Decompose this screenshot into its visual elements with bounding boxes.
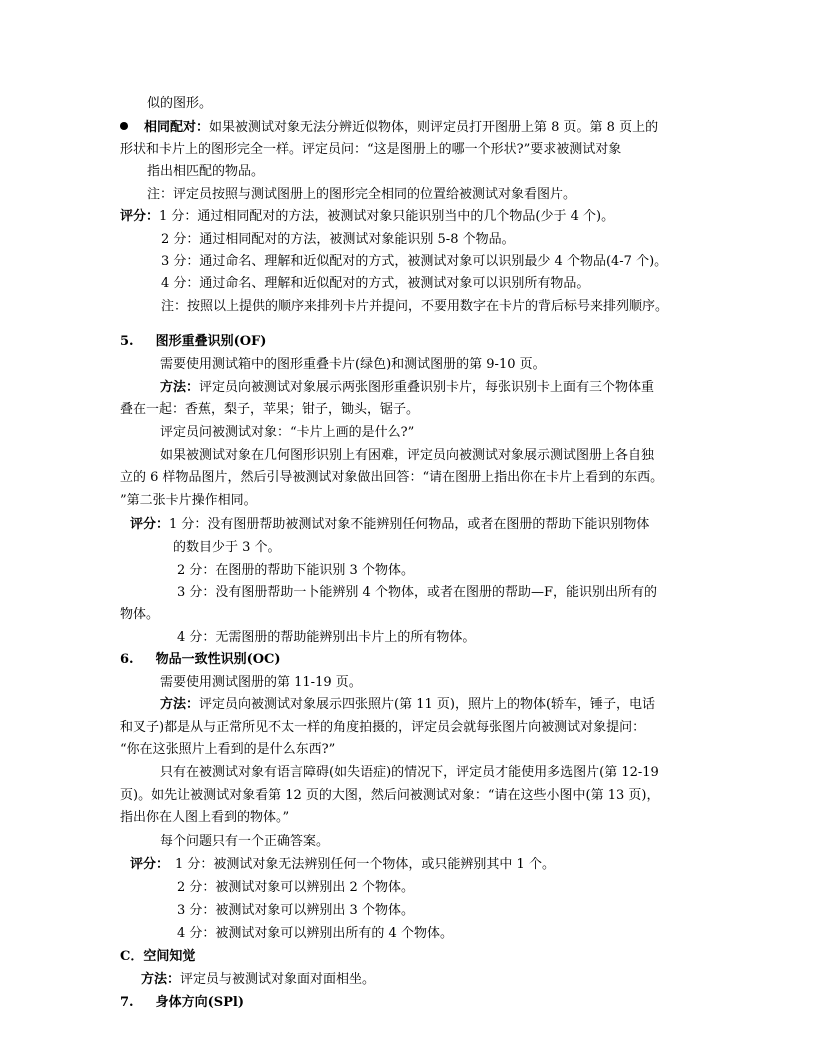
note: 注：评定员按照与测试图册上的图形完全相同的位置给被测试对象看图片。 [147, 187, 577, 202]
text-line: 评分：1 分：通过相同配对的方法，被测试对象只能识别当中的几个物品(少于 4 个)。 [120, 209, 615, 224]
section-heading: 7. 身体方向(SPl) [120, 995, 244, 1010]
text-line: 3 分：没有图册帮助一卜能辨别 4 个物体，或者在图册的帮助—F，能识别出所有的 [177, 585, 657, 600]
text-line: 物体。 [120, 607, 160, 622]
text-line: 叠在一起：香蕉，梨子，苹果；钳子，锄头，锯子。 [120, 402, 420, 417]
score-label: 评分： [130, 857, 170, 872]
text-line: 评分： 1 分：被测试对象无法辨别任何一个物体，或只能辨别其中 1 个。 [130, 857, 555, 872]
text-line: “你在这张照片上看到的是什么东西?” [120, 742, 336, 757]
text-line: 指出你在人图上看到的物体。” [120, 810, 290, 825]
text-line: 相同配对：如果被测试对象无法分辨近似物体，则评定员打开图册上第 8 页。第 8 页上的 [120, 120, 658, 136]
text-line: 页)。如先让被测试对象看第 12 页的大图，然后问被测试对象：“请在这些小图中(第 13 页)， [120, 788, 660, 803]
text-line: 4 分：通过命名、理解和近似配对的方式，被测试对象可以识别所有物品。 [161, 276, 590, 291]
section-heading: 5. 图形重叠识别(OF) [120, 334, 267, 349]
text-line: 方法：评定员向被测试对象展示四张照片(第 11 页)，照片上的物体(轿车，锤子，电话 [160, 697, 656, 712]
text-line: 立的 6 样物品图片，然后引导被测试对象做出回答：“请在图册上指出你在卡片上看到的东西。 [120, 470, 664, 485]
text-line: 3 分：被测试对象可以辨别出 3 个物体。 [177, 903, 414, 918]
text-line: 2 分：被测试对象可以辨别出 2 个物体。 [177, 880, 414, 895]
note: 注：按照以上提供的顺序来排列卡片并提问，不要用数字在卡片的背后标号来排列顺序。 [161, 299, 669, 314]
text-line: 指出相匹配的物品。 [147, 164, 265, 179]
text-line: 似的图形。 [147, 96, 213, 111]
text-line: 2 分：在图册的帮助下能识别 3 个物体。 [177, 563, 414, 578]
text-line: 评分：1 分：没有图册帮助被测试对象不能辨别任何物品，或者在图册的帮助下能识别物体 [130, 517, 650, 532]
text-line: 需要使用测试图册的第 11-19 页。 [160, 675, 362, 690]
text-line: ”第二张卡片操作相同。 [120, 493, 257, 508]
score-label: 评分： [130, 517, 170, 532]
text-line: 评定员问被测试对象：“卡片上画的是什么?” [160, 425, 415, 440]
text-line: 3 分：通过命名、理解和近似配对的方式，被测试对象可以识别最少 4 个物品(4-7 个)。 [161, 254, 668, 269]
text-line: 4 分：被测试对象可以辨别出所有的 4 个物体。 [177, 926, 453, 941]
text-line: 方法：评定员向被测试对象展示两张图形重叠识别卡片，每张识别卡上面有三个物体重 [160, 380, 655, 395]
text-line: 方法：评定员与被测试对象面对面相坐。 [141, 972, 376, 987]
text-line: 如果被测试对象在几何图形识别上有困难，评定员向被测试对象展示测试图册上各自独 [160, 448, 655, 463]
bullet-icon [120, 122, 128, 130]
text-line: 每个问题只有一个正确答案。 [160, 834, 330, 849]
text-line: 形状和卡片上的图形完全一样。评定员问：“这是图册上的哪一个形状?”要求被测试对象 [120, 142, 622, 157]
text-line: 4 分：无需图册的帮助能辨别出卡片上的所有物体。 [177, 630, 476, 645]
section-heading: C．空间知觉 [120, 949, 196, 964]
section-heading: 6. 物品一致性识别(OC) [120, 652, 281, 667]
text-line: 的数目少于 3 个。 [173, 540, 281, 555]
section-heading: 相同配对： [144, 120, 210, 135]
score-label: 评分： [120, 209, 160, 224]
text-line: 2 分：通过相同配对的方法，被测试对象能识别 5-8 个物品。 [161, 232, 515, 247]
text-line: 和叉子)都是从与正常所见不太一样的角度拍摄的，评定员会就每张图片向被测试对象提问： [120, 720, 646, 735]
text-line: 只有在被测试对象有语言障碍(如失语症)的情况下，评定员才能使用多选图片(第 12-19 [160, 765, 659, 780]
text-line: 需要使用测试箱中的图形重叠卡片(绿色)和测试图册的第 9-10 页。 [160, 357, 546, 372]
